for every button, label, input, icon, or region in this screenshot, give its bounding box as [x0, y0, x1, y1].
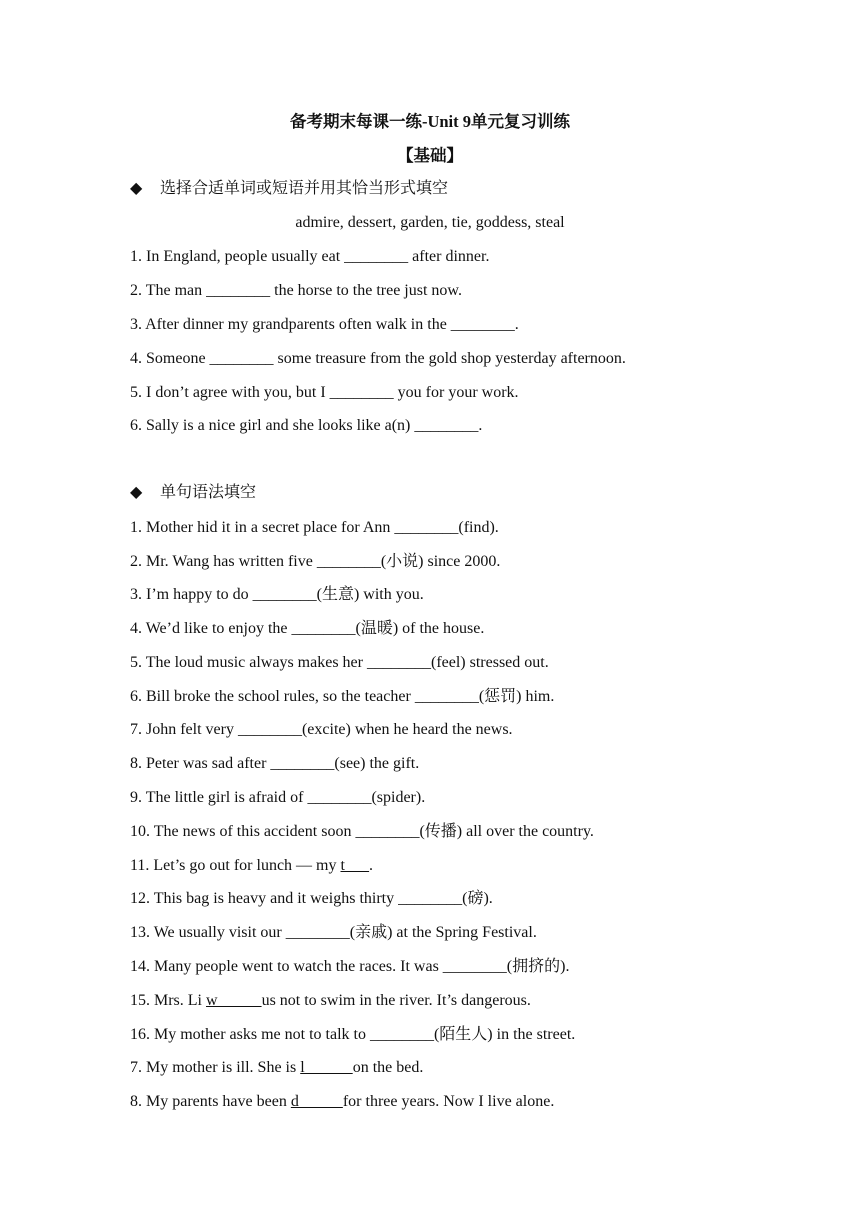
question-item: 12. This bag is heavy and it weighs thirty ________(磅).: [130, 890, 493, 907]
question-item: 16. My mother asks me not to talk to ________(陌生人) in the street.: [130, 1026, 576, 1043]
question-item: 9. The little girl is afraid of ________(spider).: [130, 789, 426, 806]
diamond-bullet-icon: ◆: [130, 180, 143, 197]
question-item: 1. Mother hid it in a secret place for Ann ________(find).: [130, 519, 499, 536]
question-item: 4. We’d like to enjoy the ________(温暖) of the house.: [130, 620, 485, 637]
question-item: 2. Mr. Wang has written five ________(小说) since 2000.: [130, 553, 501, 570]
question-text: 8. My parents have been: [130, 1093, 291, 1110]
question-item: 8. Peter was sad after ________(see) the gift.: [130, 755, 420, 772]
section-heading-vocab: [130, 179, 448, 199]
question-item: 2. The man ________ the horse to the tree just now.: [130, 282, 462, 299]
answer-blank: t___: [340, 857, 369, 874]
question-text: on the bed.: [352, 1059, 424, 1076]
section-heading-grammar: [130, 483, 256, 503]
answer-blank: d: [290, 1093, 343, 1110]
question-item: 3. After dinner my grandparents often walk in the ________.: [130, 316, 519, 333]
question-item: 5. The loud music always makes her ________(feel) stressed out.: [130, 654, 549, 671]
question-item: 3. I’m happy to do ________(生意) with you.: [130, 586, 424, 603]
question-item: 7. John felt very ________(excite) when he heard the news.: [130, 721, 513, 738]
question-item: [130, 1092, 554, 1112]
section-heading-text: 选择合适单词或短语并用其恰当形式填空: [160, 180, 449, 197]
question-item: [130, 991, 531, 1011]
question-item: 10. The news of this accident soon ________(传播) all over the country.: [130, 823, 594, 840]
question-text: .: [368, 857, 373, 874]
question-item: 14. Many people went to watch the races. It was ________(拥挤的).: [130, 958, 570, 975]
question-text: 11. Let’s go out for lunch — my: [130, 857, 341, 874]
section-heading-text: 单句语法填空: [160, 484, 257, 501]
question-text: for three years. Now I live alone.: [342, 1093, 555, 1110]
question-text: 7. My mother is ill. She is: [130, 1059, 301, 1076]
page-subtitle: 【基础】: [397, 146, 463, 165]
answer-blank: w: [206, 992, 262, 1009]
page-title: 备考期末每课一练-Unit 9单元复习训练: [289, 112, 571, 131]
question-item: [130, 1058, 423, 1078]
question-item: 13. We usually visit our ________(亲戚) at the Spring Festival.: [130, 924, 537, 941]
question-item: [130, 856, 373, 876]
answer-blank: l: [300, 1059, 353, 1076]
diamond-bullet-icon: ◆: [130, 484, 143, 501]
question-text: 15. Mrs. Li: [130, 992, 206, 1009]
word-bank: admire, dessert, garden, tie, goddess, steal: [295, 214, 565, 231]
question-item: 1. In England, people usually eat ________ after dinner.: [130, 248, 490, 265]
question-item: 6. Bill broke the school rules, so the teacher ________(惩罚) him.: [130, 688, 555, 705]
question-item: 5. I don’t agree with you, but I ________ you for your work.: [130, 384, 519, 401]
question-text: us not to swim in the river. It’s dangerous.: [261, 992, 531, 1009]
question-item: 6. Sally is a nice girl and she looks like a(n) ________.: [130, 417, 483, 434]
question-item: 4. Someone ________ some treasure from the gold shop yesterday afternoon.: [130, 350, 626, 367]
